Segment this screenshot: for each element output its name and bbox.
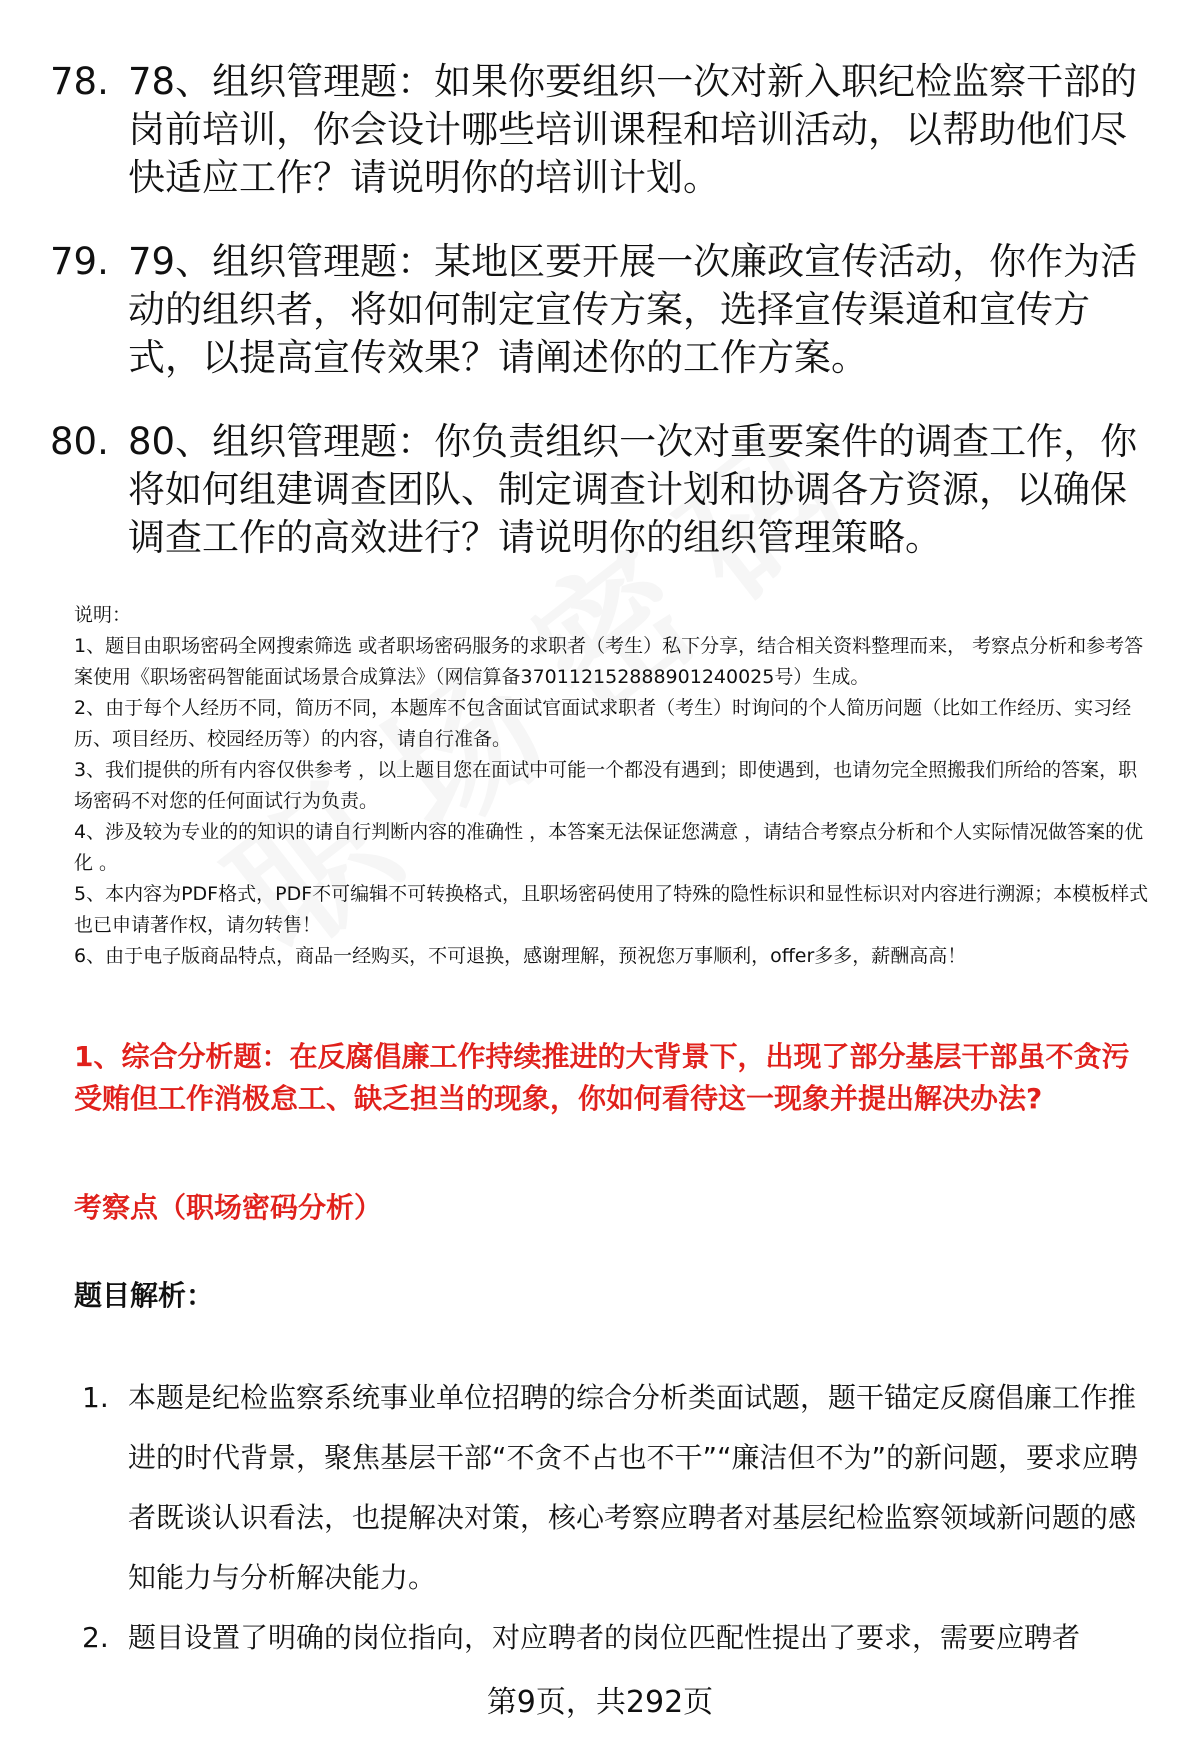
- analysis-text: 本题是纪检监察系统事业单位招聘的综合分析类面试题，题干锚定反腐倡廉工作推进的时代背景，聚焦基层干部“不贪不占也不干”“廉洁但不为”的新问题，要求应聘者既谈认识看法，也提解决对策，核心考察应聘者对基层纪检监察领域新问题的感知能力与分析解决能力。: [128, 1381, 1139, 1594]
- list-item: [50, 418, 1150, 562]
- list-number: 2.: [82, 1621, 109, 1654]
- list-item: [50, 58, 1150, 202]
- question-list: [50, 58, 1150, 598]
- note-item: 3、我们提供的所有内容仅供参考 ，以上题目您在面试中可能一个都没有遇到；即使遇到，也请勿完全照搬我们所给的答案，职场密码不对您的任何面试行为负责。: [74, 759, 1138, 812]
- notes-title: 说明：: [74, 604, 132, 626]
- note-item: 2、由于每个人经历不同，简历不同，本题库不包含面试官面试求职者（考生）时询问的个人简历问题（比如工作经历、实习经历、项目经历、校园经历等）的内容，请自行准备。: [74, 697, 1132, 750]
- note-item: 4、涉及较为专业的的知识的请自行判断内容的准确性 ，本答案无法保证您满意 ，请结合考察点分析和个人实际情况做答案的优化 。: [74, 821, 1144, 874]
- list-item: [82, 1368, 1152, 1608]
- note-item: 5、本内容为PDF格式，PDF不可编辑不可转换格式，且职场密码使用了特殊的隐性标识和显性标识对内容进行溯源；本模板样式也已申请著作权，请勿转售！: [74, 883, 1149, 936]
- list-number: 79.: [50, 240, 109, 283]
- question-text: 80、组织管理题：你负责组织一次对重要案件的调查工作，你将如何组建调查团队、制定调查计划和协调各方资源，以确保调查工作的高效进行？请说明你的组织管理策略。: [128, 420, 1138, 559]
- analysis-title: 题目解析：: [74, 1279, 215, 1312]
- question-text: 79、组织管理题：某地区要开展一次廉政宣传活动，你作为活动的组织者，将如何制定宣传方案，选择宣传渠道和宣传方式，以提高宣传效果？请阐述你的工作方案。: [128, 240, 1138, 379]
- section-subtitle: 考察点（职场密码分析）: [74, 1191, 383, 1224]
- page-footer: 第9页，共292页: [486, 1685, 714, 1720]
- list-number: 78.: [50, 60, 109, 103]
- question-heading: 1、综合分析题：在反腐倡廉工作持续推进的大背景下，出现了部分基层干部虽不贪污受贿但工作消极怠工、缺乏担当的现象，你如何看待这一现象并提出解决办法?: [74, 1040, 1130, 1115]
- question-text: 78、组织管理题：如果你要组织一次对新入职纪检监察干部的岗前培训，你会设计哪些培训课程和培训活动，以帮助他们尽快适应工作？请说明你的培训计划。: [128, 60, 1138, 199]
- list-number: 1.: [82, 1381, 109, 1414]
- list-item: [82, 1608, 1152, 1668]
- list-item: [50, 238, 1150, 382]
- list-number: 80.: [50, 420, 109, 463]
- note-item: 6、由于电子版商品特点，商品一经购买，不可退换，感谢理解，预祝您万事顺利，offer多多，薪酬高高！: [74, 945, 967, 967]
- notes-section: [74, 600, 1154, 972]
- note-item: 1、题目由职场密码全网搜索筛选 或者职场密码服务的求职者（考生）私下分享，结合相关资料整理而来， 考察点分析和参考答案使用《职场密码智能面试场景合成算法》（网信算备370112152888901240025号）生成。: [74, 635, 1144, 688]
- analysis-list: [82, 1368, 1152, 1668]
- analysis-text: 题目设置了明确的岗位指向，对应聘者的岗位匹配性提出了要求，需要应聘者: [128, 1621, 1081, 1654]
